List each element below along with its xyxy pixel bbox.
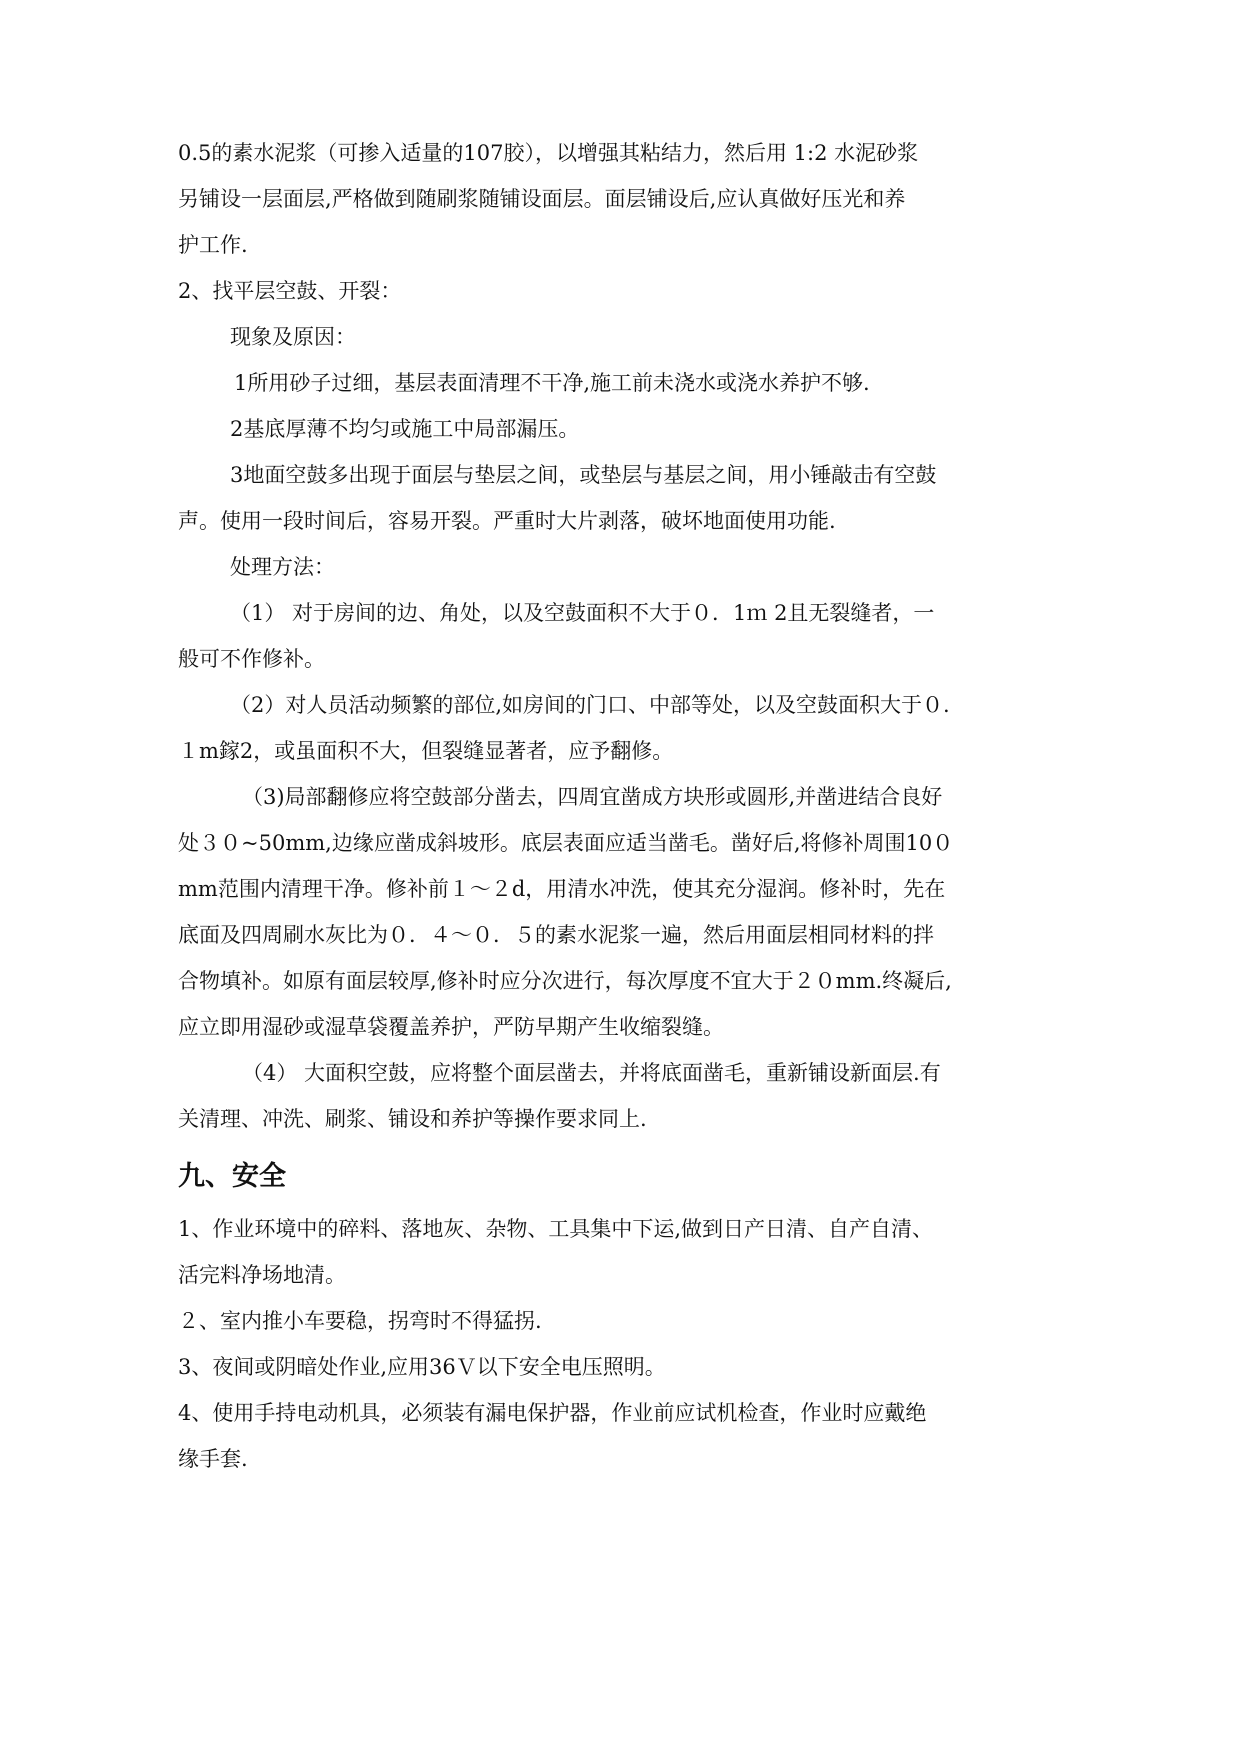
text-line: （4） 大面积空鼓，应将整个面层凿去，并将底面凿毛，重新铺设新面层.有	[242, 1061, 941, 1085]
text-line: 活完料净场地清。	[178, 1263, 346, 1287]
text-line: 3地面空鼓多出现于面层与垫层之间，或垫层与基层之间，用小锤敲击有空鼓	[230, 463, 937, 487]
text-line: 底面及四周刷水灰比为０．４～０．５的素水泥浆一遍，然后用面层相同材料的拌	[178, 923, 934, 947]
method-2	[178, 682, 1078, 774]
text-line: 处３０~50mm,边缘应凿成斜坡形。底层表面应适当凿毛。凿好后,将修补周围10０	[178, 831, 954, 855]
paragraph-cement-slurry	[178, 130, 1078, 268]
text-line: 关清理、冲洗、刷浆、铺设和养护等操作要求同上.	[178, 1107, 647, 1131]
cause-2: 2基底厚薄不均匀或施工中局部漏压。	[230, 417, 580, 441]
method-1	[178, 590, 1078, 682]
method-label: 处理方法：	[230, 555, 335, 579]
text-line: mm范围内清理干净。修补前１～２d，用清水冲洗，使其充分湿润。修补时，先在	[178, 877, 946, 901]
cause-3	[178, 452, 1078, 544]
safety-item-1	[178, 1206, 1078, 1298]
text-line: 声。使用一段时间后，容易开裂。严重时大片剥落，破坏地面使用功能.	[178, 509, 836, 533]
text-line: 护工作.	[178, 233, 248, 257]
section-heading-safety: 九、安全	[178, 1161, 286, 1192]
cause-1: 1所用砂子过细，基层表面清理不干净,施工前未浇水或浇水养护不够.	[234, 371, 870, 395]
phenomena-label: 现象及原因：	[230, 325, 356, 349]
text-line: 合物填补。如原有面层较厚,修补时应分次进行，每次厚度不宜大于２０mm.终凝后,	[178, 969, 952, 993]
text-line: （3)局部翻修应将空鼓部分凿去，四周宜凿成方块形或圆形,并凿进结合良好	[242, 785, 943, 809]
text-line: １m鎵2，或虽面积不大，但裂缝显著者，应予翻修。	[178, 739, 674, 763]
text-line: 缘手套.	[178, 1447, 248, 1471]
safety-item-3: 3、夜间或阴暗处作业,应用36Ｖ以下安全电压照明。	[178, 1355, 666, 1379]
safety-item-2: ２、室内推小车要稳，拐弯时不得猛拐.	[178, 1309, 542, 1333]
document-body	[178, 130, 1078, 1482]
text-line: 0.5的素水泥浆（可掺入适量的107胶），以增强其粘结力，然后用 1:2 水泥砂浆	[178, 141, 919, 165]
method-3	[178, 774, 1078, 1050]
text-line: 另铺设一层面层,严格做到随刷浆随铺设面层。面层铺设后,应认真做好压光和养	[178, 187, 906, 211]
method-4	[178, 1050, 1078, 1142]
text-line: 1、作业环境中的碎料、落地灰、杂物、工具集中下运,做到日产日清、自产自清、	[178, 1217, 934, 1241]
text-line: 应立即用湿砂或湿草袋覆盖养护，严防早期产生收缩裂缝。	[178, 1015, 724, 1039]
text-line: （1） 对于房间的边、角处，以及空鼓面积不大于０．1ｍ 2且无裂缝者，一	[230, 601, 935, 625]
text-line: 4、使用手持电动机具，必须装有漏电保护器，作业前应试机检查，作业时应戴绝	[178, 1401, 927, 1425]
item2-title: 2、找平层空鼓、开裂：	[178, 279, 402, 303]
safety-item-4	[178, 1390, 1078, 1482]
text-line: 般可不作修补。	[178, 647, 325, 671]
text-line: （2）对人员活动频繁的部位,如房间的门口、中部等处，以及空鼓面积大于０.	[230, 693, 950, 717]
